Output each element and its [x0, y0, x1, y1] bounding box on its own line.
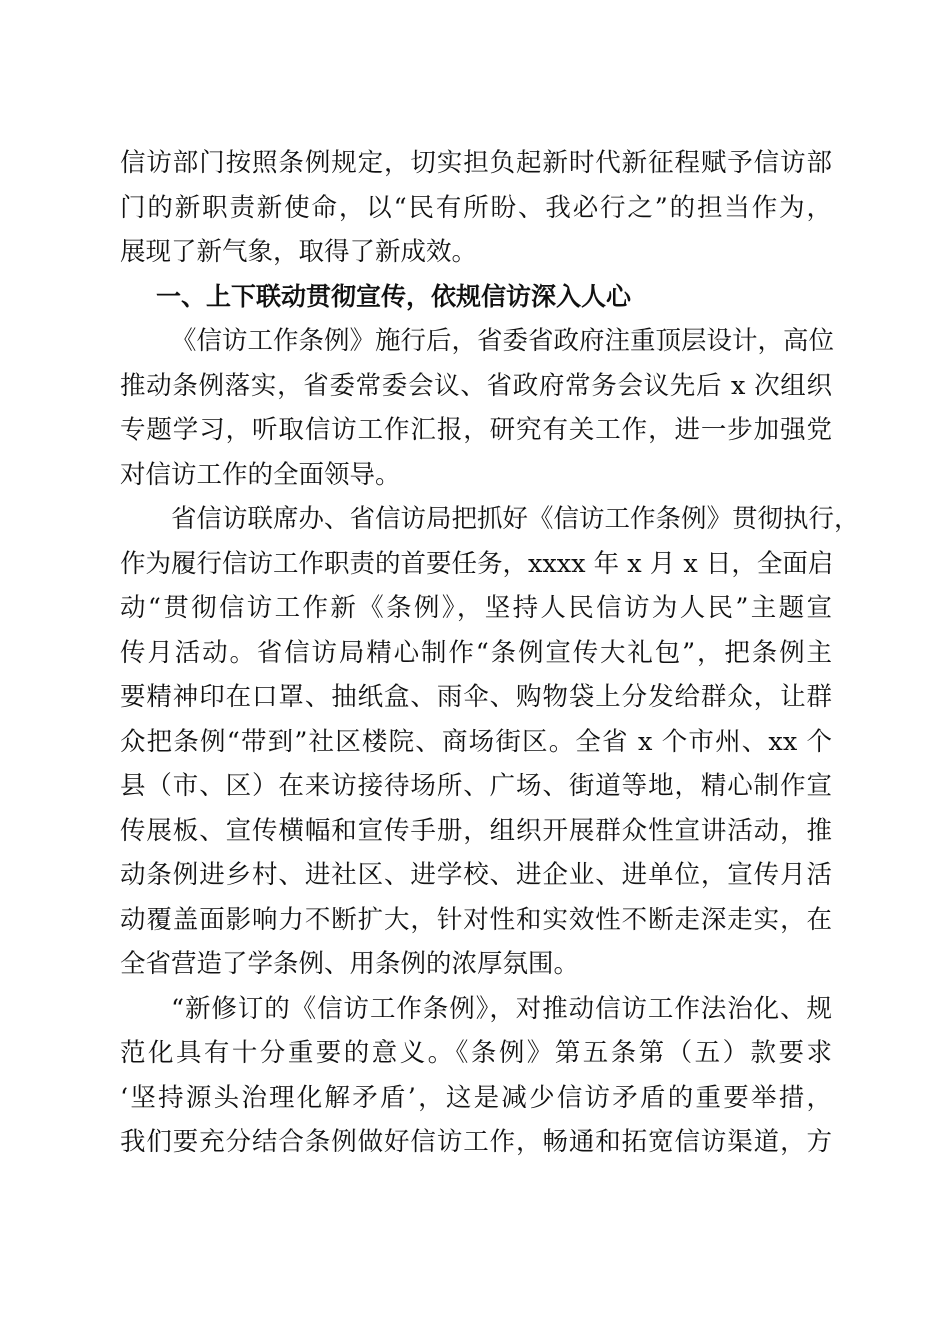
- paragraph-line: 我们要充分结合条例做好信访工作，畅通和拓宽信访渠道，方: [120, 1127, 832, 1157]
- paragraph-1: [120, 141, 832, 275]
- paragraph-line: 县（市、区）在来访接待场所、广场、街道等地，精心制作宣: [120, 771, 832, 801]
- paragraph-line: 动“贯彻信访工作新《条例》，坚持人民信访为人民”主题宣: [120, 593, 832, 623]
- paragraph-line: 全省营造了学条例、用条例的浓厚氛围。: [120, 949, 580, 979]
- document-body: [120, 141, 860, 1165]
- paragraph-line: 信访部门按照条例规定，切实担负起新时代新征程赋予信访部: [120, 148, 832, 178]
- paragraph-line: 展现了新气象，取得了新成效。: [120, 237, 478, 267]
- paragraph-3: [120, 497, 860, 987]
- paragraph-line: 对信访工作的全面领导。: [120, 459, 401, 490]
- paragraph-line: 范化具有十分重要的意义。《条例》第五条第（五）款要求: [120, 1038, 832, 1068]
- paragraph-line: 要精神印在口罩、抽纸盒、雨伞、购物袋上分发给群众，让群: [120, 682, 832, 712]
- paragraph-line: 《信访工作条例》施行后，省委省政府注重顶层设计，高位: [171, 326, 835, 356]
- paragraph-line: 传展板、宣传横幅和宣传手册，组织开展群众性宣讲活动，推: [120, 815, 832, 846]
- paragraph-line: 动覆盖面影响力不断扩大，针对性和实效性不断走深走实，在: [120, 904, 832, 935]
- paragraph-line: ‘坚持源头治理化解矛盾’，这是减少信访矛盾的重要举措，: [120, 1082, 832, 1113]
- paragraph-line: 门的新职责新使命，以“民有所盼、我必行之”的担当作为，: [120, 192, 832, 223]
- paragraph-line: 省信访联席办、省信访局把抓好《信访工作条例》贯彻执行，: [171, 504, 860, 534]
- paragraph-4: [120, 987, 832, 1165]
- paragraph-line: 传月活动。省信访局精心制作“条例宣传大礼包”，把条例主: [120, 637, 832, 668]
- paragraph-line: 推动条例落实，省委常委会议、省政府常务会议先后 x 次组织: [120, 370, 832, 401]
- paragraph-line: 动条例进乡村、进社区、进学校、进企业、进单位，宣传月活: [120, 860, 832, 890]
- paragraph-2: [120, 319, 835, 497]
- paragraph-line: 作为履行信访工作职责的首要任务，xxxx 年 x 月 x 日，全面启: [120, 548, 834, 579]
- paragraph-line: 众把条例“带到”社区楼院、商场街区。全省 x 个市州、xx 个: [120, 726, 832, 757]
- section-heading: 一、上下联动贯彻宣传，依规信访深入人心: [156, 281, 632, 311]
- paragraph-line: 专题学习，听取信访工作汇报，研究有关工作，进一步加强党: [120, 415, 832, 445]
- paragraph-line: “新修订的《信访工作条例》，对推动信访工作法治化、规: [171, 993, 832, 1024]
